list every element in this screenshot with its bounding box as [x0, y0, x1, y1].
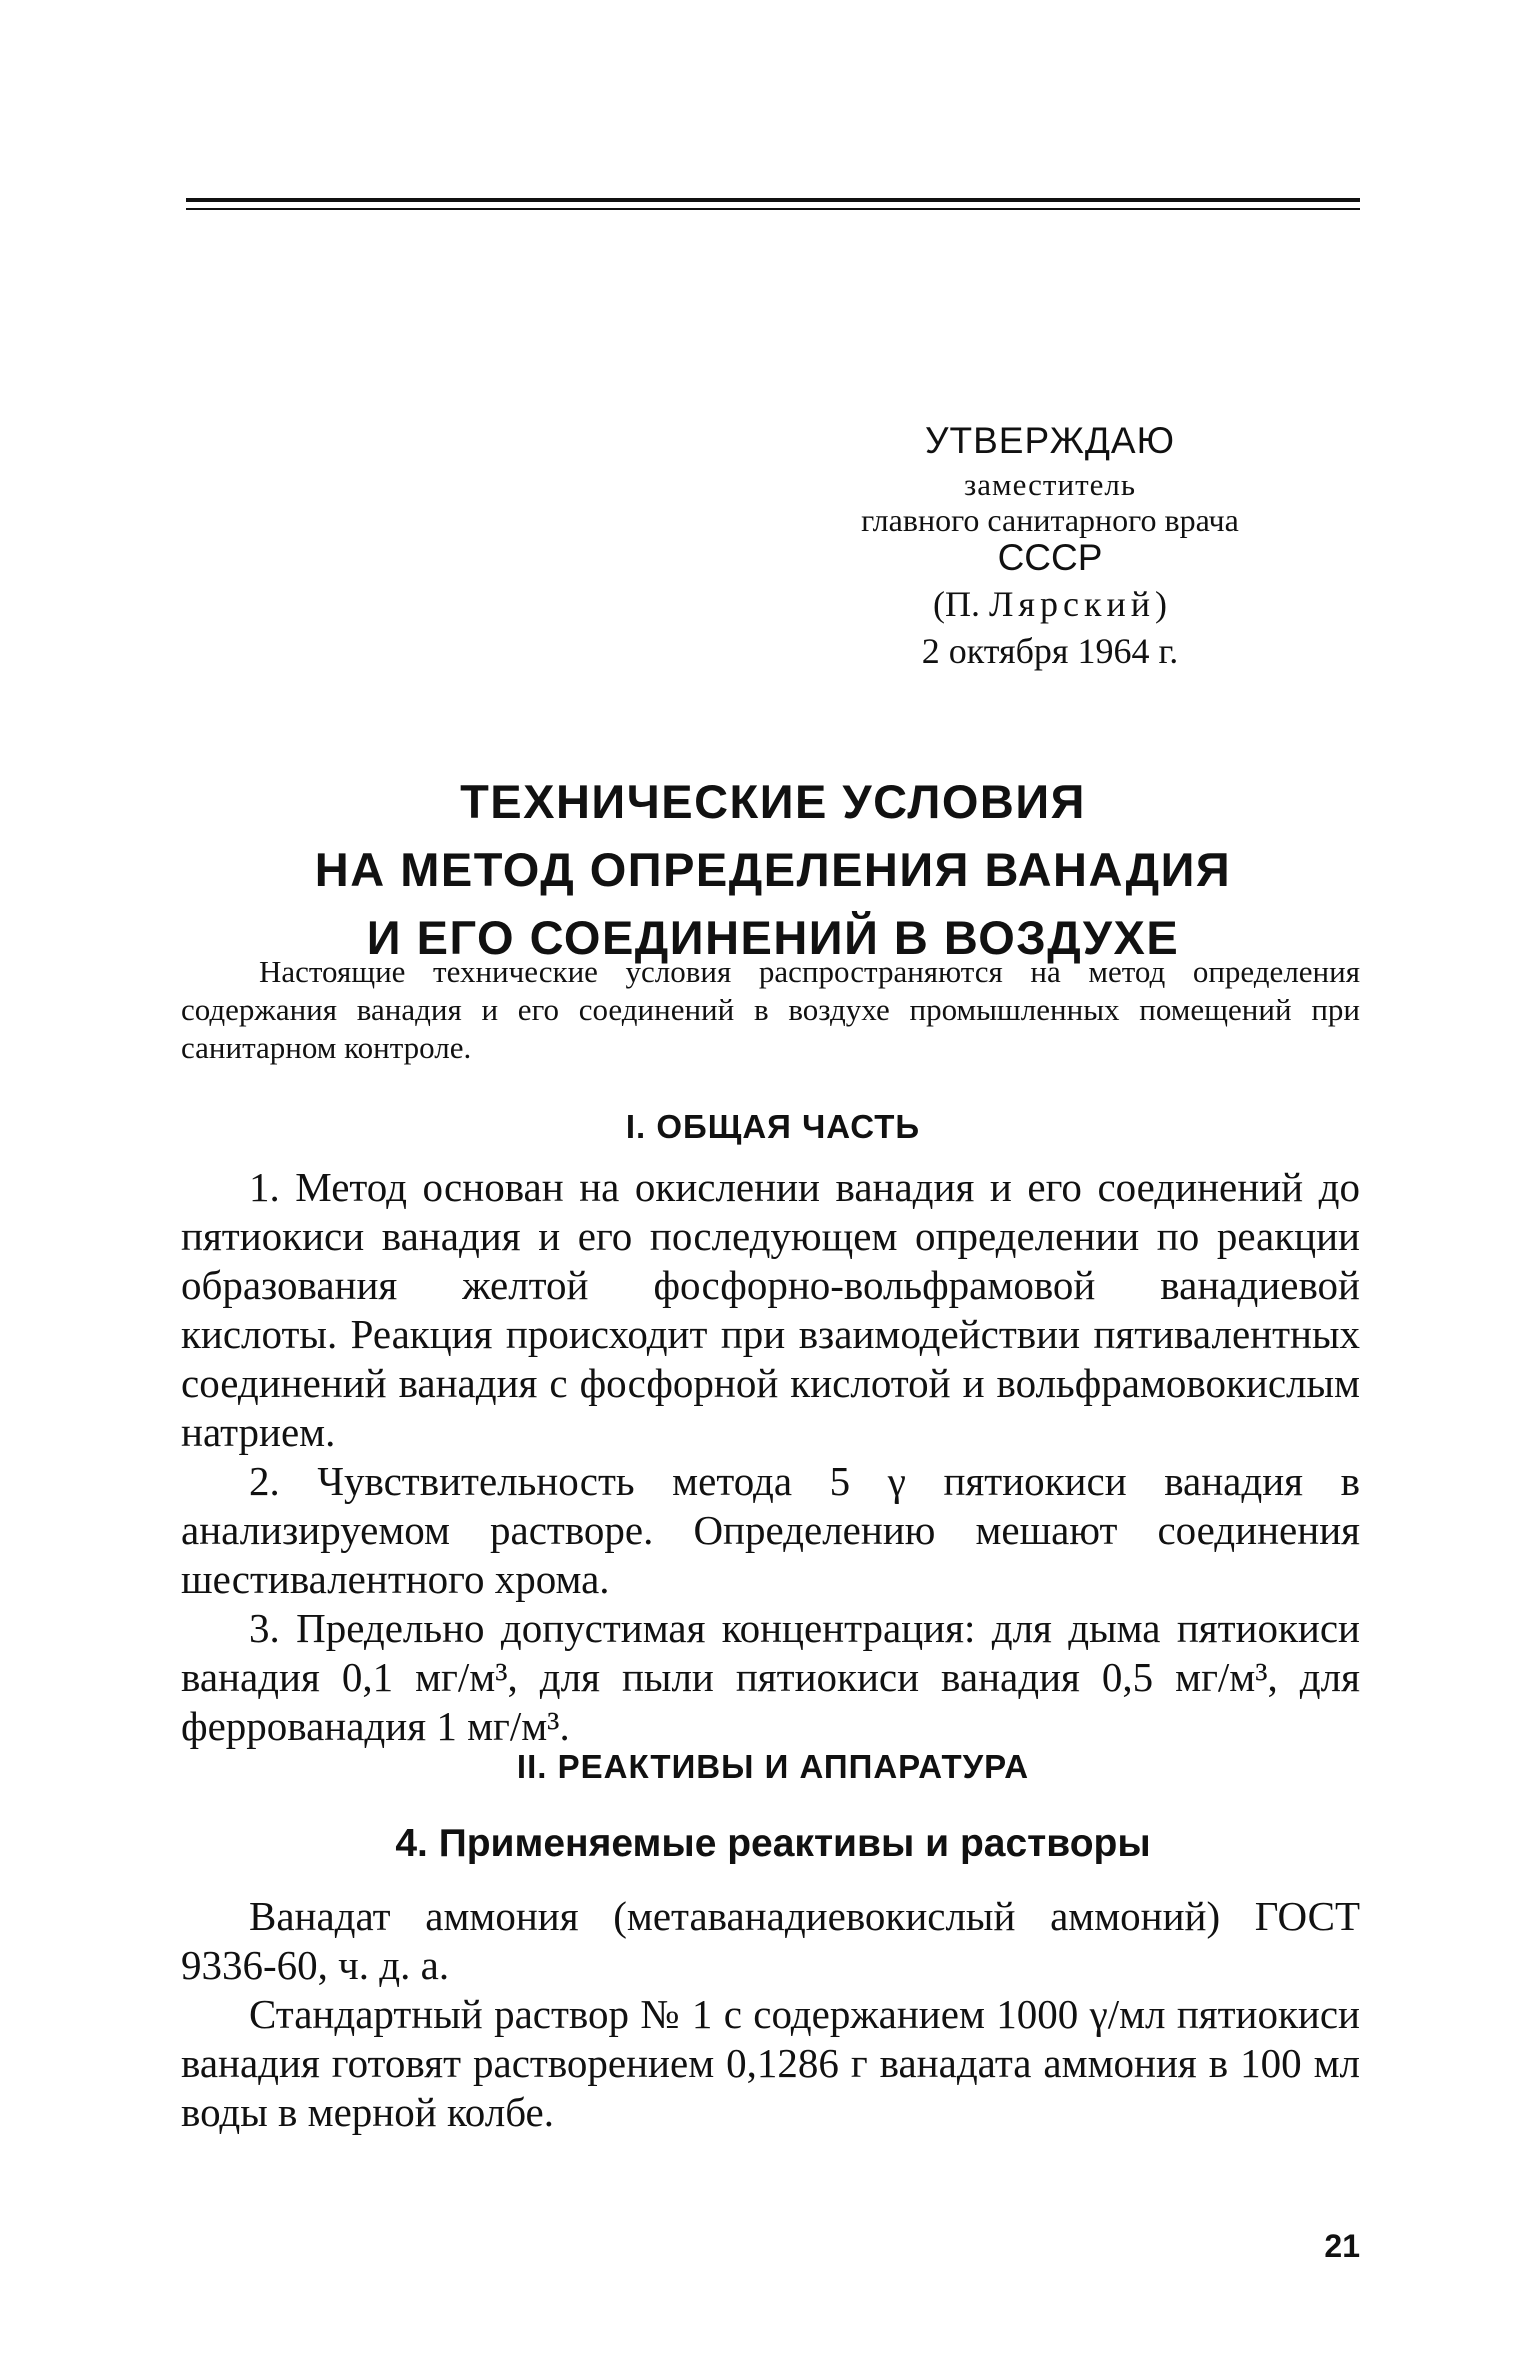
section-2-paragraph-2: Стандартный раствор № 1 с содержанием 1000 γ/мл пятиокиси ванадия готовят растворением 0,1286 г ванадата аммония в 100 мл воды в мерной колбе. — [181, 1991, 1360, 2135]
title-line-1: ТЕХНИЧЕСКИЕ УСЛОВИЯ — [460, 775, 1086, 828]
section-2-heading: II. РЕАКТИВЫ И АППАРАТУРА — [516, 1748, 1030, 1785]
section-2-body — [181, 1892, 1360, 2137]
page-number: 21 — [1324, 2228, 1360, 2264]
approval-position-line1: заместитель — [964, 466, 1136, 502]
approval-stamp — [760, 420, 1340, 673]
document-title — [186, 768, 1360, 972]
preamble-text: Настоящие технические условия распространяются на метод определения содержания ванадия и его соединений в воздухе промышленных помещений при санитарном контроле. — [181, 954, 1360, 1065]
header-rule-thick — [186, 198, 1360, 202]
section-1-paragraph-3: 3. Предельно допустимая концентрация: для дыма пятиокиси ванадия 0,1 мг/м³, для пыли пятиокиси ванадия 0,5 мг/м³, для феррованадия 1 мг/м³. — [181, 1605, 1360, 1749]
title-line-3: И ЕГО СОЕДИНЕНИЙ В ВОЗДУХЕ — [366, 911, 1180, 964]
section-1-heading: I. ОБЩАЯ ЧАСТЬ — [625, 1108, 921, 1145]
approval-position-line2: главного санитарного врача — [861, 502, 1239, 539]
section-1-body — [181, 1163, 1360, 1751]
approval-name-open: (П. — [933, 583, 989, 624]
title-line-2: НА МЕТОД ОПРЕДЕЛЕНИЯ ВАНАДИЯ — [314, 843, 1232, 896]
approval-name-close: ) — [1154, 583, 1167, 624]
approval-signatory — [760, 584, 1340, 625]
header-rule-thin — [186, 208, 1360, 210]
approval-country: СССР — [997, 536, 1103, 578]
approval-date: 2 октября 1964 г. — [921, 631, 1179, 672]
section-1-paragraph-2: 2. Чувствительность метода 5 γ пятиокиси ванадия в анализируемом растворе. Определению мешают соединения шестивалентного хрома. — [181, 1458, 1360, 1602]
approval-name: Лярский — [989, 583, 1155, 624]
section-1-paragraph-1: 1. Метод основан на окислении ванадия и его соединений до пятиокиси ванадия и его последующем определении по реакции образования желтой фосфорно-вольфрамовой ванадиевой кислоты. Реакция происходит при взаимодействии пятивалентных соединений ванадия с фосфорной кислотой и вольфрамовокислым натрием. — [181, 1164, 1360, 1455]
approval-heading: УТВЕРЖДАЮ — [924, 420, 1175, 461]
preamble — [181, 953, 1360, 1067]
section-2-paragraph-1: Ванадат аммония (метаванадиевокислый аммоний) ГОСТ 9336-60, ч. д. а. — [181, 1893, 1360, 1988]
subsection-4-heading: 4. Применяемые реактивы и растворы — [395, 1822, 1151, 1865]
